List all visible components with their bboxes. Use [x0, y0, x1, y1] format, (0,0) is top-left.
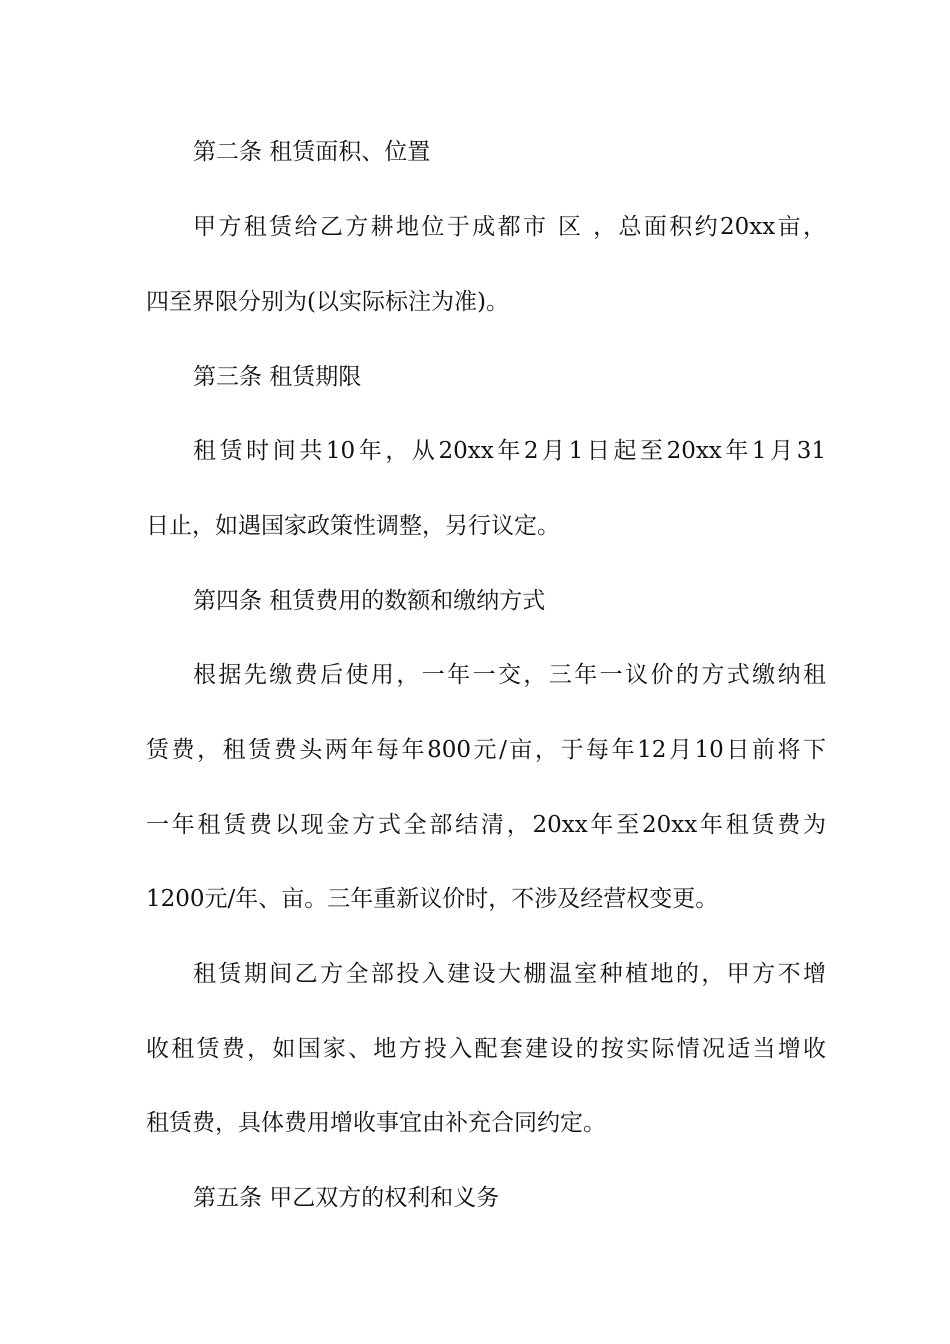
- article-4-text-line-1: 根据先缴费后使用，一年一交，三年一议价的方式缴纳租: [193, 662, 826, 688]
- article-4-text2-line-1: 租赁期间乙方全部投入建设大棚温室种植地的，甲方不增: [193, 961, 826, 987]
- article-4-text2-line-2: 收租赁费，如国家、地方投入配套建设的按实际情况适当增收: [146, 1036, 826, 1062]
- article-3-heading: 第三条 租赁期限: [193, 364, 362, 390]
- article-2-text-line-2: 四至界限分别为(以实际标注为准)。: [146, 289, 509, 315]
- article-3-text-line-2: 日止，如遇国家政策性调整，另行议定。: [146, 513, 560, 539]
- article-5-heading: 第五条 甲乙双方的权利和义务: [193, 1185, 500, 1211]
- article-4-text2-line-3: 租赁费，具体费用增收事宜由补充合同约定。: [146, 1110, 606, 1136]
- article-2-heading: 第二条 租赁面积、位置: [193, 139, 431, 165]
- article-4-text-line-4: 1200元/年、亩。三年重新议价时，不涉及经营权变更。: [146, 886, 719, 912]
- article-4-heading: 第四条 租赁费用的数额和缴纳方式: [193, 588, 546, 614]
- article-3-text-line-1: 租赁时间共10年，从20xx年2月1日起至20xx年1月31: [193, 438, 826, 464]
- article-4-text-line-2: 赁费，租赁费头两年每年800元/亩，于每年12月10日前将下: [146, 737, 826, 763]
- article-2-text-line-1: 甲方租赁给乙方耕地位于成都市 区 ，总面积约20xx亩，: [193, 214, 826, 240]
- article-4-text-line-3: 一年租赁费以现金方式全部结清，20xx年至20xx年租赁费为: [146, 812, 826, 838]
